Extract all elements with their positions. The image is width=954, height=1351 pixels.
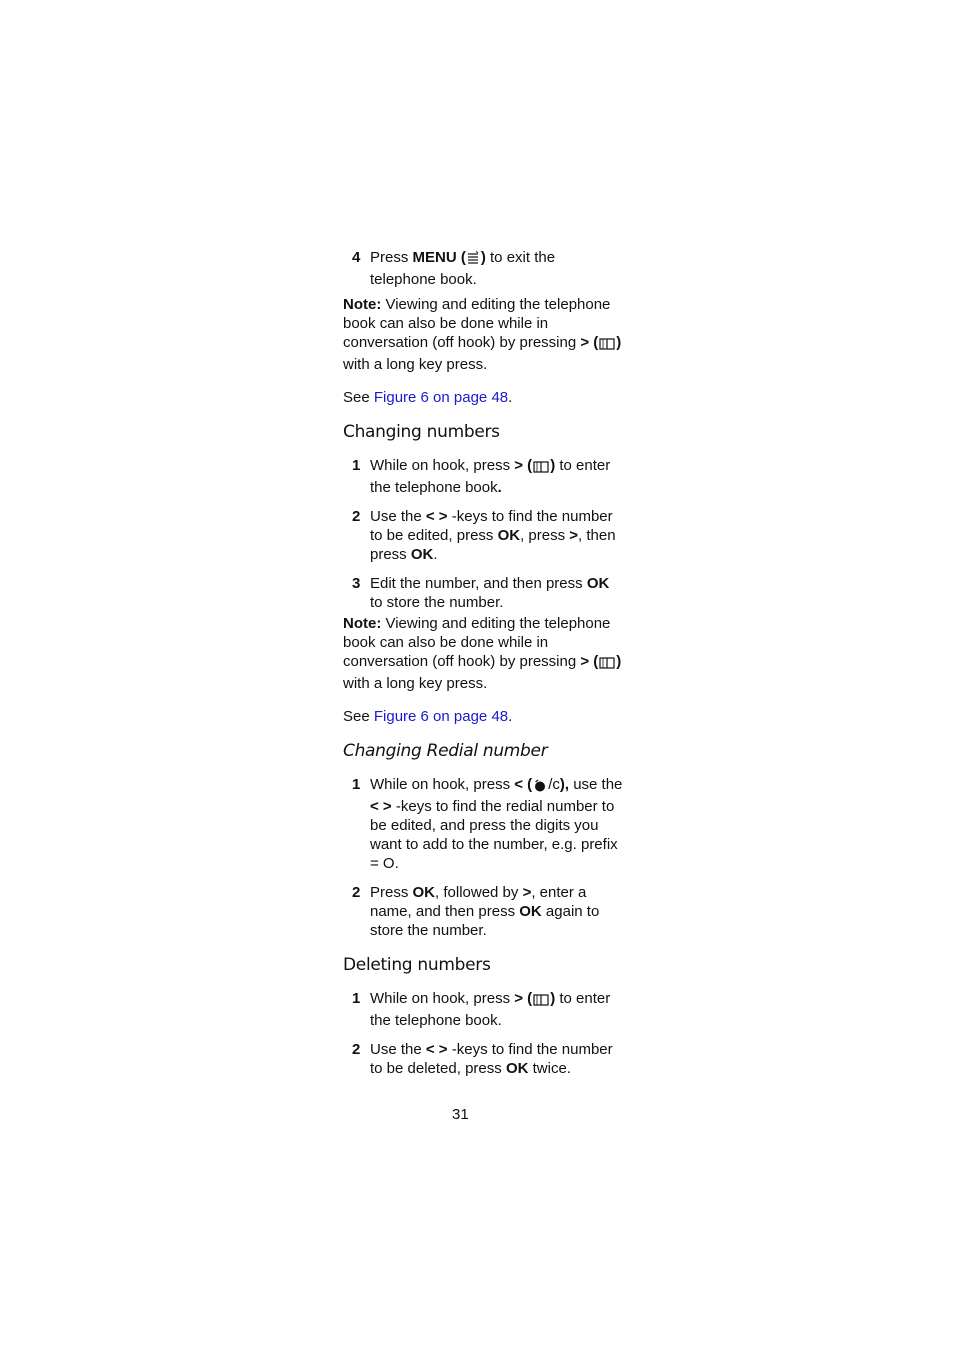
figure-link[interactable]: Figure 6 on page 48	[373, 389, 509, 406]
redial-icon	[533, 778, 547, 797]
deleting-numbers-steps	[343, 989, 623, 1078]
step-2: 2 Press OK, followed by >, enter a name, and then press OK again to store the number.	[352, 884, 600, 939]
phonebook-icon	[599, 336, 615, 355]
section-heading-changing-redial: Changing Redial number	[343, 741, 548, 761]
section-heading-deleting-numbers: Deleting numbers	[343, 955, 491, 975]
changing-redial-steps	[343, 775, 623, 940]
page-number: 31	[452, 1106, 469, 1123]
step-4: 4 Press MENU ( ) to exit the telephone book.	[352, 249, 556, 288]
step-2: 2 Use the < > -keys to find the number to be edited, press OK, press >, then press OK.	[352, 508, 616, 563]
note: Note: Viewing and editing the telephone book can also be done while in conversation (off hook) by pressing > ( ) with a long key press.	[343, 296, 622, 373]
changing-numbers-steps	[343, 456, 623, 612]
note: Note: Viewing and editing the telephone book can also be done while in conversation (off hook) by pressing > ( ) with a long key press.	[343, 615, 622, 692]
step-1: 1 While on hook, press < ( /c), use the < > -keys to find the redial number to be edited, and press the digits you want to add to the number, e.g. prefix = O.	[352, 776, 623, 872]
phonebook-icon	[533, 992, 549, 1011]
step-2: 2 Use the < > -keys to find the number to be deleted, press OK twice.	[352, 1041, 613, 1077]
menu-icon	[467, 251, 480, 270]
section-heading-changing-numbers: Changing numbers	[343, 422, 500, 442]
step-1: 1 While on hook, press > ( ) to enter the telephone book.	[352, 990, 611, 1029]
figure-link[interactable]: Figure 6 on page 48	[373, 708, 509, 725]
phonebook-icon	[599, 655, 615, 674]
see-reference: See Figure 6 on page 48.	[343, 708, 513, 725]
see-reference: See Figure 6 on page 48.	[343, 389, 513, 406]
step-number: 4	[352, 249, 361, 266]
phonebook-icon	[533, 459, 549, 478]
page-content	[343, 248, 623, 1078]
step-1: 1 While on hook, press > ( ) to enter the telephone book.	[352, 457, 611, 496]
step-3: 3 Edit the number, and then press OK to store the number.	[352, 575, 610, 611]
